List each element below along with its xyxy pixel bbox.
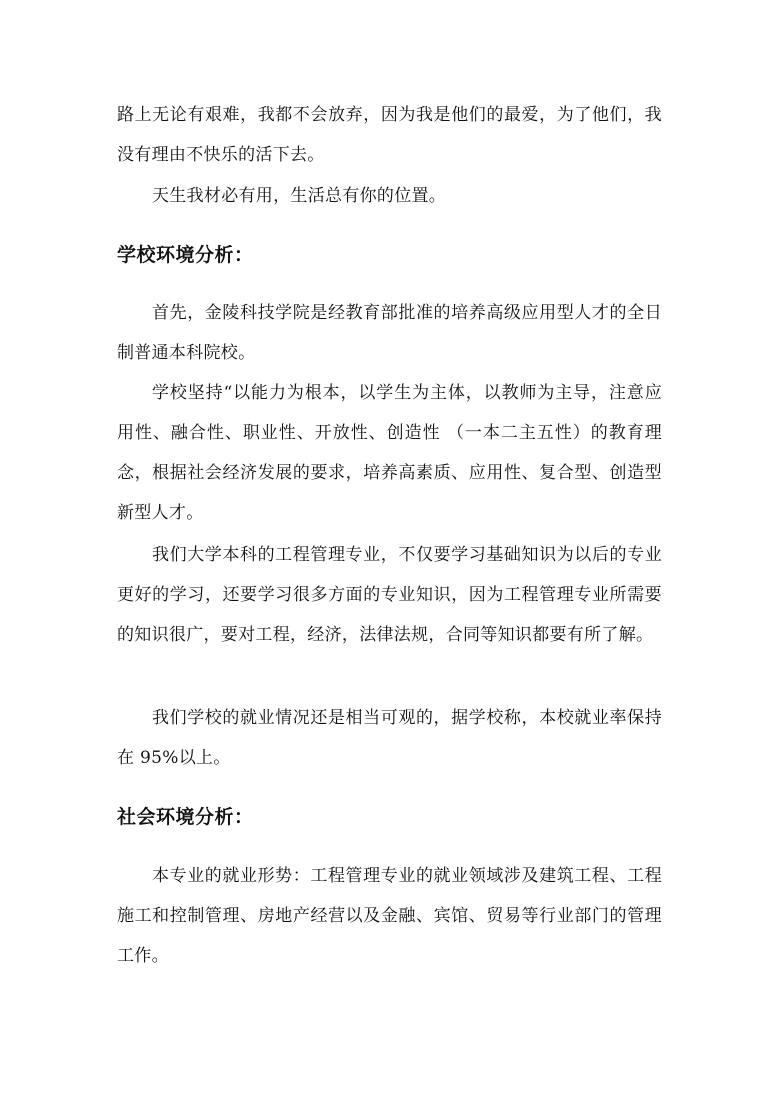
paragraph-employment-situation: 本专业的就业形势：工程管理专业的就业领域涉及建筑工程、工程施工和控制管理、房地产经营以及金融、宾馆、贸易等行业部门的管理工作。 [117,866,662,966]
paragraph-engineering-major: 我们大学本科的工程管理专业，不仅要学习基础知识为以后的专业更好的学习，还要学习很多方面的专业知识，因为工程管理专业所需要的知识很广，要对工程，经济，法律法规，合同等知识都要有所了解。 [117,545,662,645]
paragraph-motto: 天生我材必有用，生活总有你的位置。 [152,186,447,206]
paragraph-school-intro: 首先，金陵科技学院是经教育部批准的培养高级应用型人才的全日制普通本科院校。 [117,303,662,363]
heading-society-environment: 社会环境分析： [117,806,254,828]
paragraph-school-philosophy: 学校坚持“以能力为根本，以学生为主体，以教师为主导，注意应用性、融合性、职业性、开放性、创造性 （一本二主五性）的教育理念，根据社会经济发展的要求，培养高素质、应用性、复合型、创造型新型人才。 [117,383,662,523]
paragraph-continuation: 路上无论有艰难，我都不会放弃，因为我是他们的最爱，为了他们，我没有理由不快乐的活下去。 [117,105,662,165]
paragraph-employment-rate: 我们学校的就业情况还是相当可观的，据学校称，本校就业率保持在 95%以上。 [117,708,662,768]
heading-school-environment: 学校环境分析： [117,244,254,266]
